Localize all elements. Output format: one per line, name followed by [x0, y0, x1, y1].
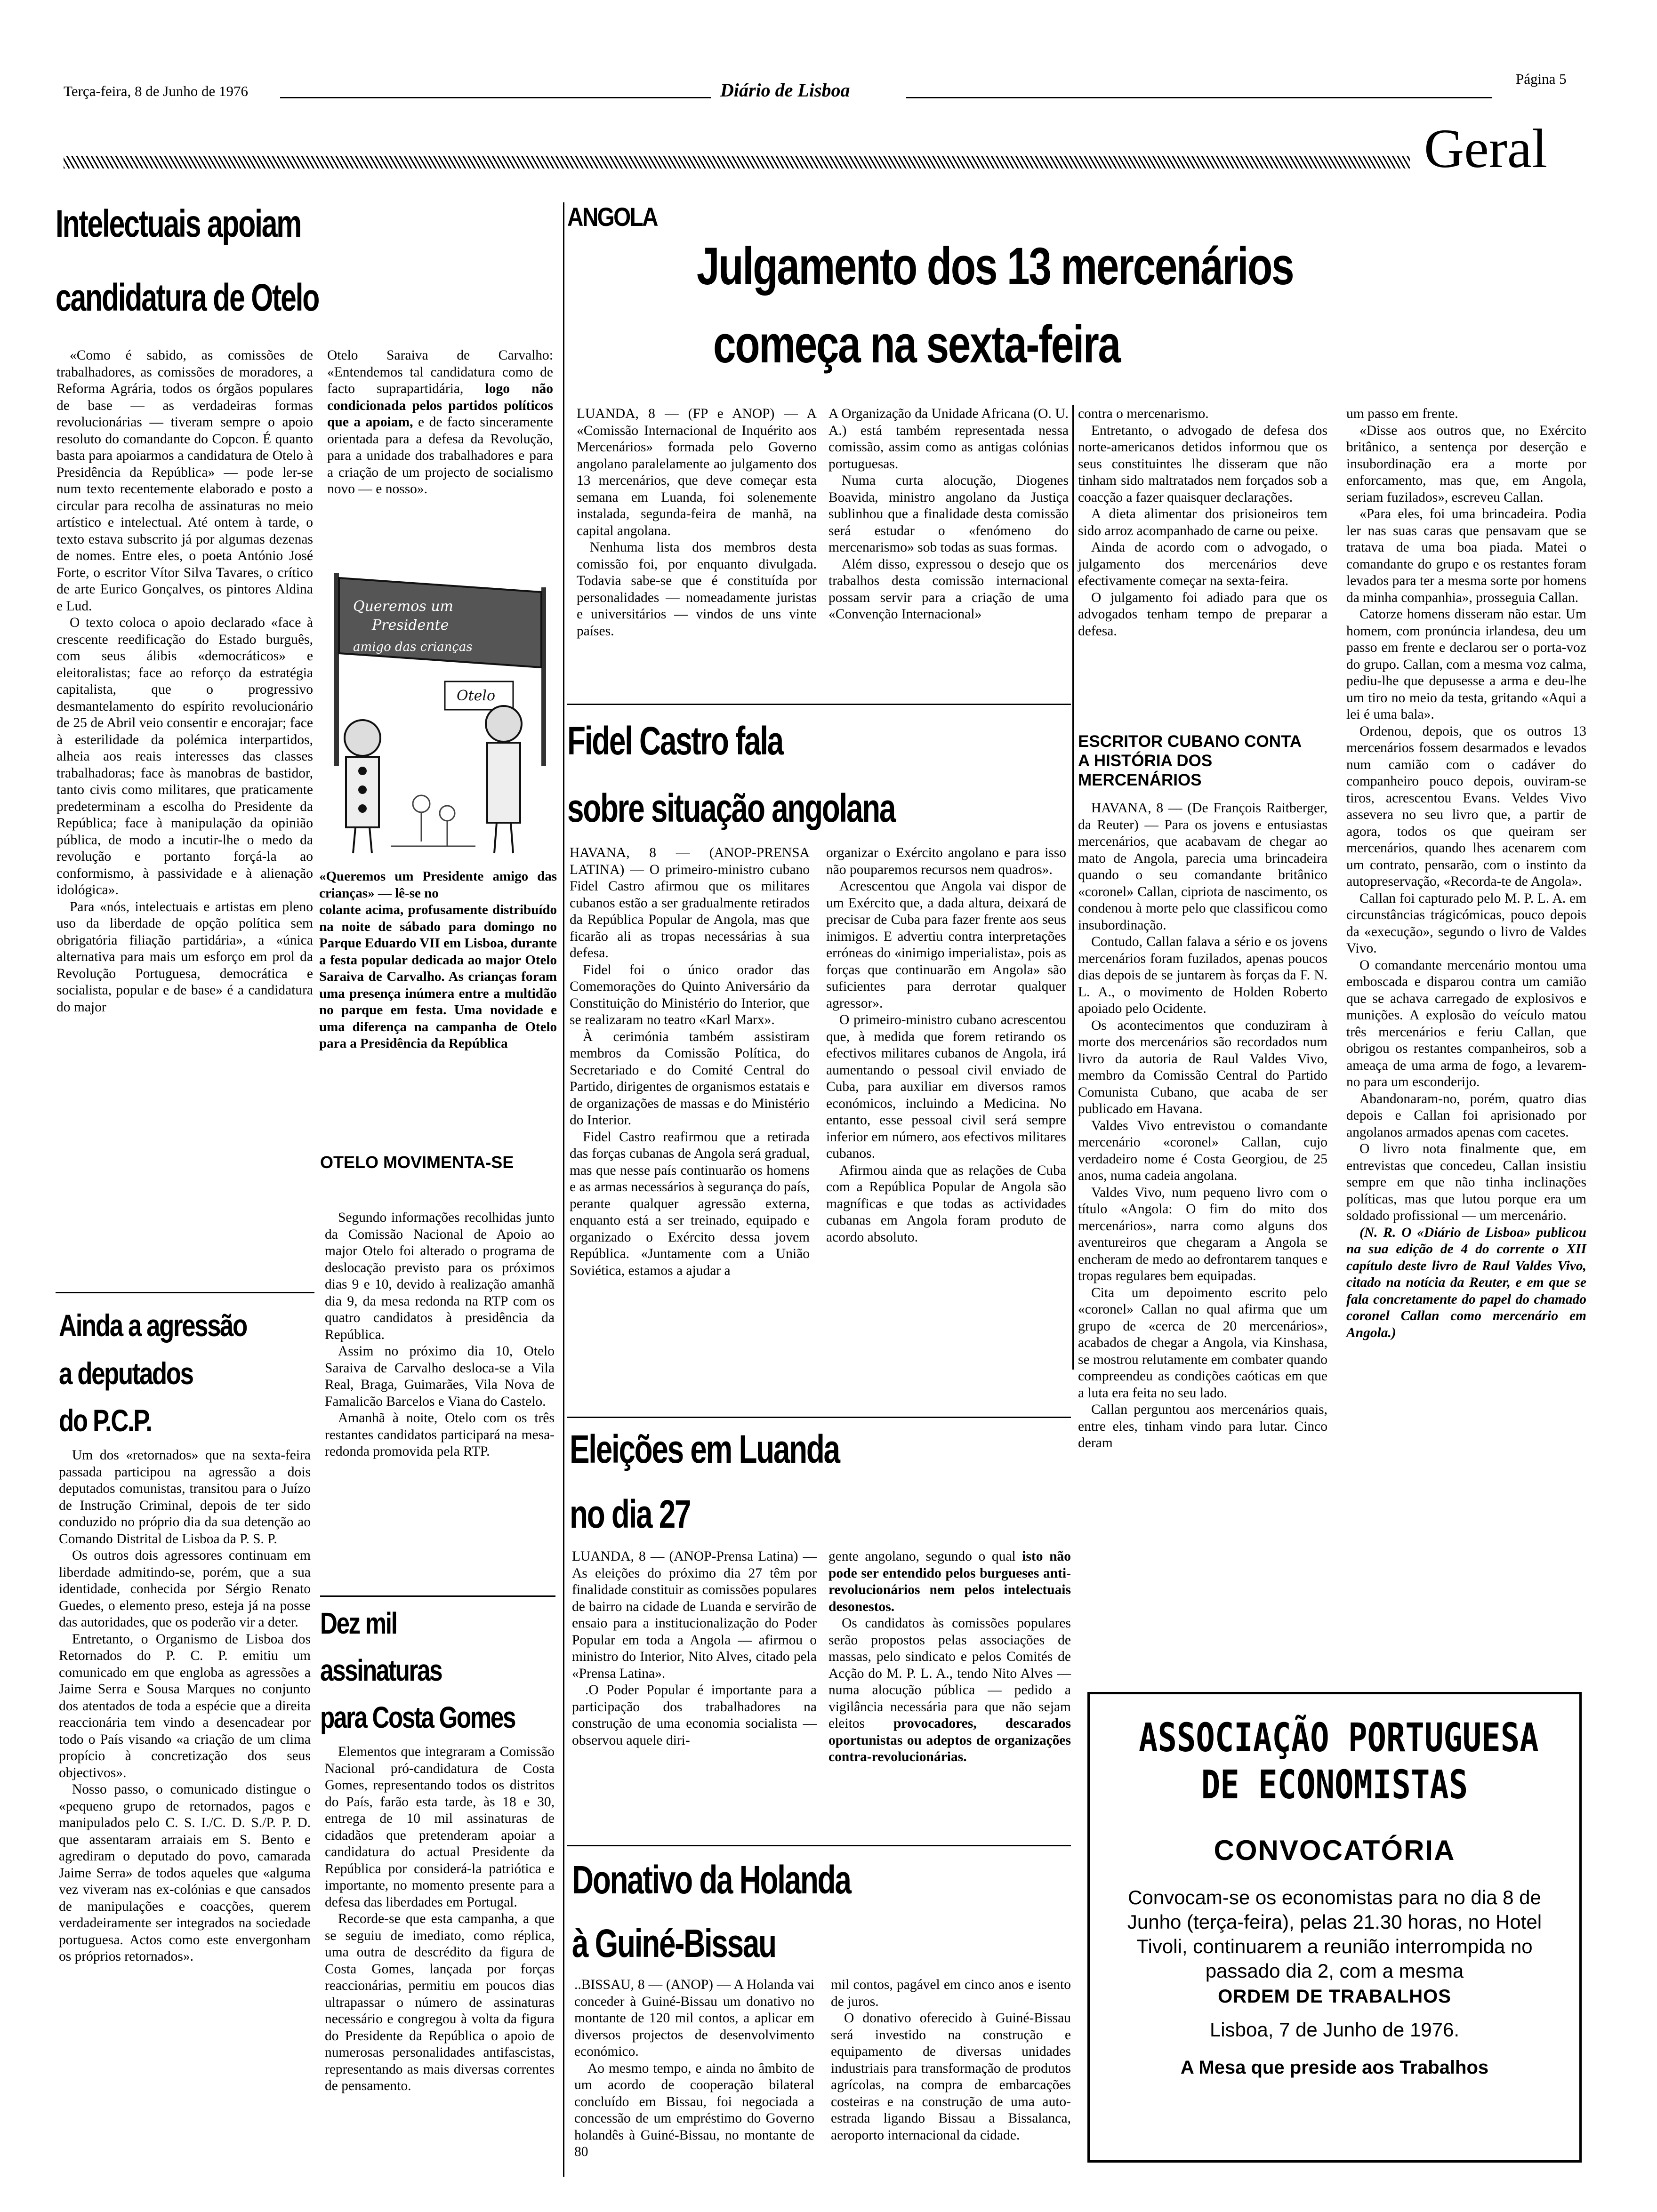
- banner-text: amigo das crianças: [353, 640, 473, 654]
- photo-children-banner: [320, 559, 555, 863]
- otelo-movimenta-body: [325, 1210, 555, 1460]
- art2-body: [59, 1447, 311, 1965]
- headline-intelectuais-2: candidatura de Otelo: [56, 276, 319, 319]
- paragraph: Amanhã à noite, Otelo com os três restantes candidatos participará na mesa-redonda promovida pela RTP.: [325, 1411, 555, 1459]
- ad-title-2: DE ECONOMISTAS: [1201, 1762, 1468, 1808]
- art1-column-2: [327, 347, 553, 498]
- paragraph: Callan foi capturado pelo M. P. L. A. em circunstâncias trágicómicas, pouco depois da «execução», segundo o livro de Valdes Vivo.: [1346, 890, 1586, 956]
- art5-column-2: [826, 845, 1066, 1246]
- paragraph: um passo em frente.: [1346, 406, 1458, 421]
- paragraph: Para «nós, intelectuais e artistas em pleno uso da liberdade de opção política sem obrigatória filiação partidária», a «única alternativa para mais um esforço em prol da Revolução Portuguesa, democrática e socialista, popular e de base» é a candidatura do major: [56, 899, 313, 1015]
- kicker-angola: ANGOLA: [567, 202, 657, 232]
- headline-julgamento-1: Julgamento dos 13 mercenários: [697, 237, 1294, 296]
- ad-title-1: ASSOCIAÇÃO PORTUGUESA: [1139, 1715, 1539, 1761]
- paragraph: Contudo, Callan falava a sério e os jovens mercenários foram fuzilados, apenas poucos dias depois de se juntarem às forças da F. N. L. A., o movimento de Holden Roberto apoiado pelo Ocidente.: [1078, 934, 1327, 1016]
- paragraph: LUANDA, 8 — (FP e ANOP) — A «Comissão Internacional de Inquérito aos Mercenários» formada pelo Governo angolano paralelamente ao julgamento dos 13 mercenários, que deve começar esta semana em Luanda, foi solenemente instalada, segunda-feira de manhã, na capital angolana.: [577, 406, 817, 538]
- photo-caption: [319, 868, 557, 1052]
- art4-column-3: [1078, 406, 1327, 640]
- art6-column-2: [828, 1548, 1071, 1766]
- caption-body: colante acima, profusamente distribuído na noite de sábado para domingo no Parque Eduardo VII em Lisboa, durante a festa popular dedicada ao major Otelo Saraiva de Carvalho. As crianças foram uma presença inúmera entre a multidão no parque em festa. Uma novidade e uma diferença na campanha de Otelo para a Presidência da República: [319, 902, 557, 1051]
- headline-agressao-3: do P.C.P.: [59, 1403, 152, 1438]
- masthead-rule-right: [906, 97, 1492, 98]
- art4-column-2: [828, 406, 1069, 623]
- paragraph: O livro nota finalmente que, em entrevistas que concedeu, Callan insistiu sempre em que não tinha inclinações políticas, mas que lutou porque era um soldado profissional — um mercenário.: [1346, 1141, 1586, 1223]
- ad-subtitle: CONVOCATÓRIA: [1214, 1835, 1456, 1866]
- article-divider: [56, 1292, 314, 1293]
- paragraph: mil contos, pagável em cinco anos e isento de juros.: [831, 1977, 1071, 2009]
- paragraph: O comandante mercenário montou uma emboscada e disparou contra um camião que se achava carregado de explosivos e munições. A explosão do veículo matou três mercenários e feriu Callan, que obrigou os restantes companheiros, sob a ameaça de uma arma de fogo, a levarem-no para um esconderijo.: [1346, 957, 1586, 1090]
- paragraph: Além disso, expressou o desejo que os trabalhos desta comissão internacional possam servir para a criação de uma «Convenção Internacional»: [828, 556, 1069, 622]
- paragraph: HAVANA, 8 — (ANOP-PRENSA LATINA) — O primeiro-ministro cubano Fidel Castro afirmou que os militares cubanos estão a ser gradualmente retirados da República Popular de Angola, mas que ficarão ali as tropas necessárias à sua defesa.: [570, 845, 810, 961]
- bold-phrase: provocadores, descarados oportunistas ou adeptos de organizações contra-revolucionárias.: [828, 1716, 1071, 1764]
- headline-dez-mil-3: para Costa Gomes: [320, 1700, 515, 1734]
- bold-phrase: isto não pode ser entendido pelos burgueses anti-revolucionários nem pelos intelectuais desonestos.: [828, 1549, 1071, 1614]
- editor-note: (N. R. O «Diário de Lisboa» publicou na sua edição de 4 do corrente o XII capítulo deste livro de Raul Valdes Vivo, citado na notícia da Reuter, e em que se fala concretamente do papel do chamado coronel Callan como mercenário em Angola.): [1346, 1225, 1586, 1340]
- paragraph: O donativo oferecido à Guiné-Bissau será investido na construção e equipamento de diversas unidades industriais para transformação de produtos agrícolas, na compra de embarcações costeiras e na construção de uma auto-estrada ligando Bissau a Bissalanca, aeroporto internacional da cidade.: [831, 2011, 1071, 2143]
- headline-fidel-1: Fidel Castro fala: [567, 719, 783, 763]
- paragraph: À cerimónia também assistiram membros da Comissão Política, do Secretariado e do Comité Central do Partido, dirigentes de organismos estatais e de organizações de massas e do Ministério do Interior.: [570, 1029, 810, 1128]
- paragraph: Os acontecimentos que conduziram à morte dos mercenários são recordados num livro da autoria de Raul Valdes Vivo, membro da Comissão Central do Partido Comunista Cubano, que acaba de ser publicado em Havana.: [1078, 1018, 1327, 1116]
- paragraph: Ainda de acordo com o advogado, o julgamento dos mercenários deve efectivamente começar na sexta-feira.: [1078, 540, 1327, 588]
- ad-signature: A Mesa que preside aos Trabalhos: [1180, 2057, 1489, 2078]
- paragraph: Otelo Saraiva de Carvalho: «Entendemos tal candidatura como de facto suprapartidária,: [327, 348, 553, 396]
- art7-column-2: [831, 1977, 1071, 2144]
- banner-text: Presidente: [372, 617, 449, 633]
- masthead-date: Terça-feira, 8 de Junho de 1976: [64, 83, 249, 99]
- paragraph: A Organização da Unidade Africana (O. U. A.) está também representada nessa comissão, assim como as antigas colónias portuguesas.: [828, 406, 1069, 472]
- paragraph: organizar o Exército angolano e para isso não pouparemos recursos nem quadros».: [826, 845, 1066, 877]
- paragraph: O julgamento foi adiado para que os advogados tenham tempo de preparar a defesa.: [1078, 590, 1327, 639]
- subhead-escritor-cubano: ESCRITOR CUBANO CONTA A HISTÓRIA DOS MERCENÁRIOS: [1078, 732, 1301, 789]
- art3-body: [325, 1744, 555, 2095]
- art4-column-1: [577, 406, 817, 640]
- paragraph: «Como é sabido, as comissões de trabalhadores, as comissões de moradores, a Reforma Agrária, todos os órgãos populares de base — as verdadeiras formas revolucionárias — tiveram sempre o apoio resoluto do comandante do Copcon. É quanto basta para apoiarmos a candidatura de Otelo à Presidência da República» — pode ler-se num texto recentemente elaborado e posto a circular para recolha de assinaturas no meio artístico e intelectual. Até ontem à tarde, o texto estava subscrito já por algumas dezenas de nomes. Entre eles, o poeta António José Forte, o escritor Vítor Silva Tavares, o crítico de arte Eurico Gonçalves, os pintores Aldina e Lud.: [56, 348, 313, 614]
- paragraph: Nosso passo, o comunicado distingue o «pequeno grupo de retornados, pagos e manipulados pelo C. S. I./C. D. S./P. P. D. que assentaram arraiais em S. Bento e agrediram o deputado do povo, camarada Jaime Serra» de todos aqueles que «alguma vez viveram nas ex-colónias e que cansados de manipulações e coacções, querem verdadeiramente ser integrados na sociedade portuguesa. Actos como este envergonham os próprios retornados».: [59, 1782, 311, 1964]
- headline-eleicoes-1: Eleições em Luanda: [570, 1427, 839, 1471]
- paragraph: Fidel foi o único orador das Comemorações do Quinto Aniversário da Constituição do Ministério do Interior, que se realizaram no teatro «Karl Marx».: [570, 962, 810, 1027]
- paragraph: Ao mesmo tempo, e ainda no âmbito de um acordo de cooperação bilateral concluído em Bissau, foi negociada a concessão de um empréstimo do Governo holandês à Guiné-Bissau, no montante de 80: [574, 2060, 814, 2159]
- paragraph: Entretanto, o advogado de defesa dos norte-americanos detidos informou que os seus constituintes lhe disseram que não tinham sido maltratados nem forçados sob a coacção a fazer quaisquer declarações.: [1078, 423, 1327, 505]
- banner-text: Queremos um: [353, 598, 453, 615]
- headline-agressao-1: Ainda a agressão: [59, 1308, 247, 1343]
- art5-column-1: [570, 845, 810, 1279]
- paragraph: «Para eles, foi uma brincadeira. Podia ler nas suas caras que pensavam que se tratava de uma boa piada. Matei o comandante do grupo e os restantes foram levados para ter a mesma sorte por homens da minha companhia», prosseguia Callan.: [1346, 506, 1586, 605]
- paragraph: Um dos «retornados» que na sexta-feira passada participou na agressão a dois deputados comunistas, transitou para o Juízo de Instrução Criminal, depois de ter sido conduzido no próprio dia da sua detenção ao Comando Distrital de Lisboa da P. S. P.: [59, 1448, 311, 1547]
- sign-text: Otelo: [457, 688, 496, 704]
- headline-dez-mil-1: Dez mil: [320, 1606, 397, 1640]
- ad-agenda: ORDEM DE TRABALHOS: [1218, 1986, 1451, 2007]
- paragraph: Acrescentou que Angola vai dispor de um Exército que, a dada altura, deixará de precisar de Cuba para fazer frente aos seus inimigos. E advertiu contra interpretações erróneas do «inimigo imperialista», pois as forças que continuarão em Angola» são suficientes para derrotar qualquer agressor».: [826, 879, 1066, 1011]
- bold-phrase: logo não condicionada pelos partidos políticos que a apoiam,: [327, 381, 554, 430]
- paragraph: O primeiro-ministro cubano acrescentou que, à medida que forem retirando os efectivos militares cubanos de Angola, irá aumentando o pessoal civil enviado de Cuba, para auxiliar em diversos ramos económicos, incluindo a Medicina. No entanto, esse pessoal civil será sempre inferior em número, aos efectivos militares cubanos.: [826, 1012, 1066, 1161]
- paragraph: O texto coloca o apoio declarado «face à crescente reedificação do Estado burguês, com seus álibis «democráticos» e eleitoralistas; face ao reforço da estratégia capitalista, que o progressivo desmantelamento do espírito revolucionário de 25 de Abril veio consentir e encorajar; face à esterilidade da polémica interpartidos, alheia aos reais interesses das classes trabalhadoras; face às manobras de bastidor, tanto civis como militares, que praticamente predeterminam a escolha do Presidente da República; face à manipulação da opinião pública, de modo a incutir-lhe o medo da revolução e portanto forçá-la ao conformismo, à passividade e à alienação idológica».: [56, 615, 313, 898]
- masthead-paper-name: Diário de Lisboa: [720, 80, 850, 101]
- paragraph: gente angolano, segundo o qual: [828, 1549, 1016, 1564]
- paragraph: Recorde-se que esta campanha, a que se seguiu de imediato, como réplica, uma outra de descrédito da figura de Costa Gomes, lançada por forças reaccionárias, permitiu em poucos dias ultrapassar o número de assinaturas necessário e congregou à volta da figura do Presidente da República o apoio de numerosas personalidades antifascistas, representando as mais diversas correntes de pensamento.: [325, 1911, 555, 2093]
- headline-fidel-2: sobre situação angolana: [567, 786, 895, 830]
- ad-date: Lisboa, 7 de Junho de 1976.: [1209, 2019, 1460, 2041]
- paragraph: ..BISSAU, 8 — (ANOP) — A Holanda vai conceder à Guiné-Bissau um donativo no montante de 120 mil contos, a aplicar em diversos projectos de desenvolvimento económico.: [574, 1977, 814, 2059]
- headline-intelectuais: Intelectuais apoiam: [56, 202, 301, 245]
- caption-line: «Queremos um Presidente amigo das crianças» — lê-se no: [319, 869, 557, 901]
- section-hatch-band: [64, 156, 1410, 168]
- paragraph: Entretanto, o Organismo de Lisboa dos Retornados do P. C. P. emitiu um comunicado em que engloba as agressões a Jaime Serra e Sousa Marques no conjunto dos atentados de toda a espécie que a direita reaccionária tem vindo a desencadear por todo o País visando «a criação de um clima propício à concretização dos seus objectivos».: [59, 1631, 311, 1780]
- paragraph: Fidel Castro reafirmou que a retirada das forças cubanas de Angola será gradual, mas que nesse país continuarão os homens e as armas necessários à segurança do país, perante qualquer agressão externa, enquanto está a ser treinado, equipado e organizado o Exército dessa jovem República. «Juntamente com a União Soviética, estamos a ajudar a: [570, 1129, 810, 1278]
- paragraph: Abandonaram-no, porém, quatro dias depois e Callan foi aprisionado por angolanos armados apenas com cacetes.: [1346, 1091, 1586, 1140]
- paragraph: Elementos que integraram a Comissão Nacional pró-candidatura de Costa Gomes, representando todos os distritos do País, farão esta tarde, às 18 e 30, entrega de 10 mil assinaturas de cidadãos que pretenderam apoiar a candidatura do actual Presidente da República por considerá-la patriótica e importante, no momento presente para a defesa das liberdades em Portugal.: [325, 1744, 555, 1910]
- paragraph: Afirmou ainda que as relações de Cuba com a República Popular de Angola são magníficas e que todas as actividades cubanas em Angola foram produto de acordo absoluto.: [826, 1162, 1066, 1245]
- headline-eleicoes-2: no dia 27: [570, 1492, 691, 1536]
- art1-column-1: [56, 347, 313, 1016]
- column-divider: [563, 202, 564, 2177]
- headline-donativo-2: à Guiné-Bissau: [572, 1921, 776, 1965]
- paragraph: Numa curta alocução, Diogenes Boavida, ministro angolano da Justiça sublinhou que a finalidade desta comissão será estudar o «fenómeno do mercenarismo» sob todas as suas formas.: [828, 473, 1069, 555]
- ad-body: Convocam-se os economistas para no dia 8 de Junho (terça-feira), pelas 21.30 horas, no Hotel Tivoli, continuarem a reunião interrompida no passado dia 2, com a mesma: [1127, 1886, 1542, 1982]
- article-divider: [320, 1595, 555, 1597]
- art4-column-4: [1346, 406, 1586, 1341]
- paragraph: .O Poder Popular é importante para a participação dos trabalhadores na construção de uma economia socialista — observou aquele diri-: [572, 1683, 817, 1748]
- ad-economistas-box: [1087, 1692, 1582, 2163]
- headline-dez-mil-2: assinaturas: [320, 1653, 442, 1687]
- headline-agressao-2: a deputados: [59, 1356, 193, 1391]
- paragraph: contra o mercenarismo.: [1078, 406, 1209, 421]
- paragraph: Valdes Vivo, num pequeno livro com o título «Angola: O fim do mito dos mercenários», narra como alguns dos aventureiros que chegaram a Angola se encheram de medo ao defrontarem tanques e tropas regulares bem equipadas.: [1078, 1185, 1327, 1283]
- paragraph: A dieta alimentar dos prisioneiros tem sido arroz acompanhado de carne ou peixe.: [1078, 506, 1327, 538]
- paragraph: LUANDA, 8 — (ANOP-Prensa Latina) — As eleições do próximo dia 27 têm por finalidade constituir as comissões populares de bairro na cidade de Luanda e servirão de ensaio para a institucionalização do Poder Popular em toda a Angola — afirmou o ministro do Interior, Nito Alves, citado pela «Prensa Latina».: [572, 1549, 817, 1681]
- subhead-otelo-movimenta: OTELO MOVIMENTA-SE: [320, 1153, 514, 1172]
- section-title: Geral: [1424, 118, 1548, 179]
- paragraph: Cita um depoimento escrito pelo «coronel» Callan no qual afirma que um grupo de «cerca de 20 mercenários», acabados de chegar a Angola, via Kinshasa, se mostrou relutamente em combater quando compreendeu as condições caóticas em que a luta era feita no seu lado.: [1078, 1285, 1328, 1401]
- column-divider: [1072, 405, 1074, 1370]
- paragraph: Segundo informações recolhidas junto da Comissão Nacional de Apoio ao major Otelo foi alterado o programa de deslocação previsto para os próximos dias 9 e 10, devido à realização amanhã dia 9, da mesa redonda na RTP com os quatro candidatos à presidência da República.: [325, 1210, 555, 1342]
- paragraph: Valdes Vivo entrevistou o comandante mercenário «coronel» Callan, cujo verdadeiro nome é Costa Georgiou, de 25 anos, numa cadeia angolana.: [1078, 1118, 1327, 1183]
- article-divider: [567, 1845, 1071, 1846]
- page-number: Página 5: [1516, 71, 1567, 87]
- paragraph: Os candidatos às comissões populares serão propostos pelas associações de massas, pelo sindicato e pelos Comités de Acção do M. P. L. A., tendo Nito Alves — numa alocução pública — pedido a vigilância necessária para que não sejam eleitos: [828, 1616, 1071, 1731]
- paragraph: e de facto sinceramente orientada para a defesa da Revolução, para a unidade dos trabalhadores e para a criação de um projecto de socialismo novo — e nosso».: [327, 415, 553, 497]
- masthead-rule-left: [280, 97, 711, 98]
- paragraph: HAVANA, 8 — (De François Raitberger, da Reuter) — Para os jovens e entusiastas mercenários, que acabavam de chegar ao mato de Angola, parecia uma brincadeira quando o seu comandante britânico «coronel» Callan, cipriota de nascimento, os condenou à morte pelo que classificou como insubordinação.: [1078, 801, 1327, 933]
- paragraph: Os outros dois agressores continuam em liberdade admitindo-se, porém, que a sua identidade, conhecida por Sérgio Renato Guedes, o elemento preso, esteja já na posse das autoridades, que os poderão vir a deter.: [59, 1548, 311, 1630]
- headline-donativo-1: Donativo da Holanda: [572, 1858, 851, 1902]
- paragraph: Callan perguntou aos mercenários quais, entre eles, tinham vindo para lutar. Cinco deram: [1078, 1402, 1327, 1451]
- paragraph: Catorze homens disseram não estar. Um homem, com pronúncia irlandesa, deu um passo em frente e declarou ser o porta-voz do grupo. Callan, com a mesma voz calma, pediu-lhe que depusesse a arma e deu-lhe um tiro no meio da testa, gritando «Aqui a lei é uma bala».: [1346, 607, 1586, 722]
- paragraph: «Disse aos outros que, no Exército britânico, a sentença por deserção e insubordinação era a morte por enforcamento, mas que, em Angola, seriam fuzilados», escreveu Callan.: [1346, 423, 1586, 505]
- art4-column-3b: [1078, 800, 1327, 1452]
- paragraph: Ordenou, depois, que os outros 13 mercenários fossem desarmados e levados num camião com o cadáver do companheiro pouco depois, ouviram-se tiros, acrescentou Evans. Veldes Vivo assevera no seu livro que, a partir de agora, todos os que queiram ser mercenários, quando lhes acenarem com um contrato, pensarão, com o instinto da autopreservação, «Recorda-te de Angola».: [1346, 723, 1586, 889]
- article-divider: [567, 704, 1071, 705]
- paragraph: Assim no próximo dia 10, Otelo Saraiva de Carvalho desloca-se a Vila Real, Braga, Guimarães, Vila Nova de Famalicão Barcelos e Viana do Castelo.: [325, 1344, 555, 1409]
- article-divider: [567, 1417, 1071, 1418]
- art6-column-1: [572, 1548, 817, 1749]
- art7-column-1: [574, 1977, 814, 2161]
- paragraph: Nenhuma lista dos membros desta comissão foi, por enquanto divulgada. Todavia sabe-se que é constituída por personalidades — nomeadamente juristas e universitários — vindos de uns vinte países.: [577, 540, 817, 639]
- headline-julgamento-2: começa na sexta-feira: [713, 315, 1120, 374]
